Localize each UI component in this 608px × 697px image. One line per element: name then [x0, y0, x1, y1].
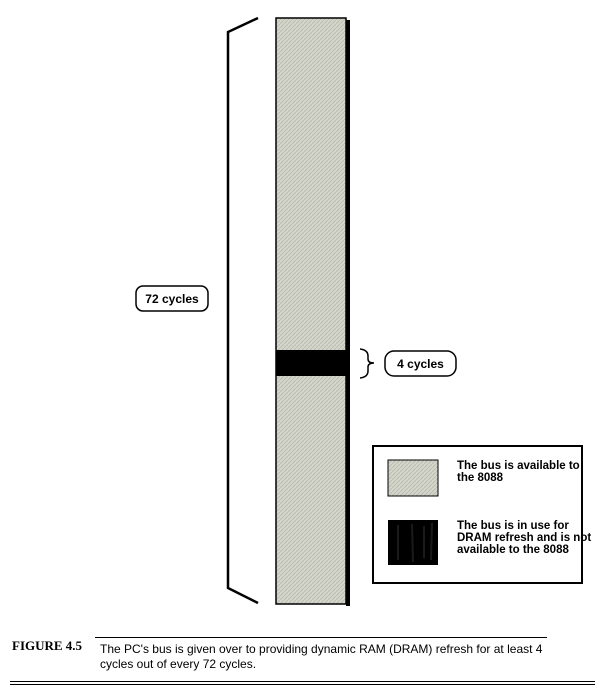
- total-cycles-label: 72 cycles: [145, 292, 199, 306]
- bus-cycle-bar: [276, 18, 350, 606]
- total-cycles-callout: [136, 286, 208, 311]
- legend-text-available: The bus is available to the 8088: [457, 460, 580, 484]
- refresh-cycles-segment: [276, 350, 346, 376]
- figure-caption: The PC's bus is given over to providing dynamic RAM (DRAM) refresh for at least 4 cycles out of every 72 cycles.: [100, 642, 543, 671]
- refresh-cycles-callout: [385, 351, 456, 376]
- bottom-double-rule: [10, 681, 595, 685]
- legend-swatch-available: [388, 460, 438, 496]
- figure-number: FIGURE 4.5: [12, 638, 83, 653]
- available-cycles-segment-bottom: [276, 376, 346, 604]
- total-cycles-brace: [228, 18, 258, 603]
- refresh-cycles-label: 4 cycles: [397, 357, 444, 371]
- caption-rule: [95, 637, 547, 638]
- refresh-cycles-brace: [360, 349, 374, 378]
- legend-text-in-use: The bus is in use for DRAM refresh and is not available to the 8088: [457, 520, 592, 556]
- available-cycles-segment-top: [276, 18, 346, 350]
